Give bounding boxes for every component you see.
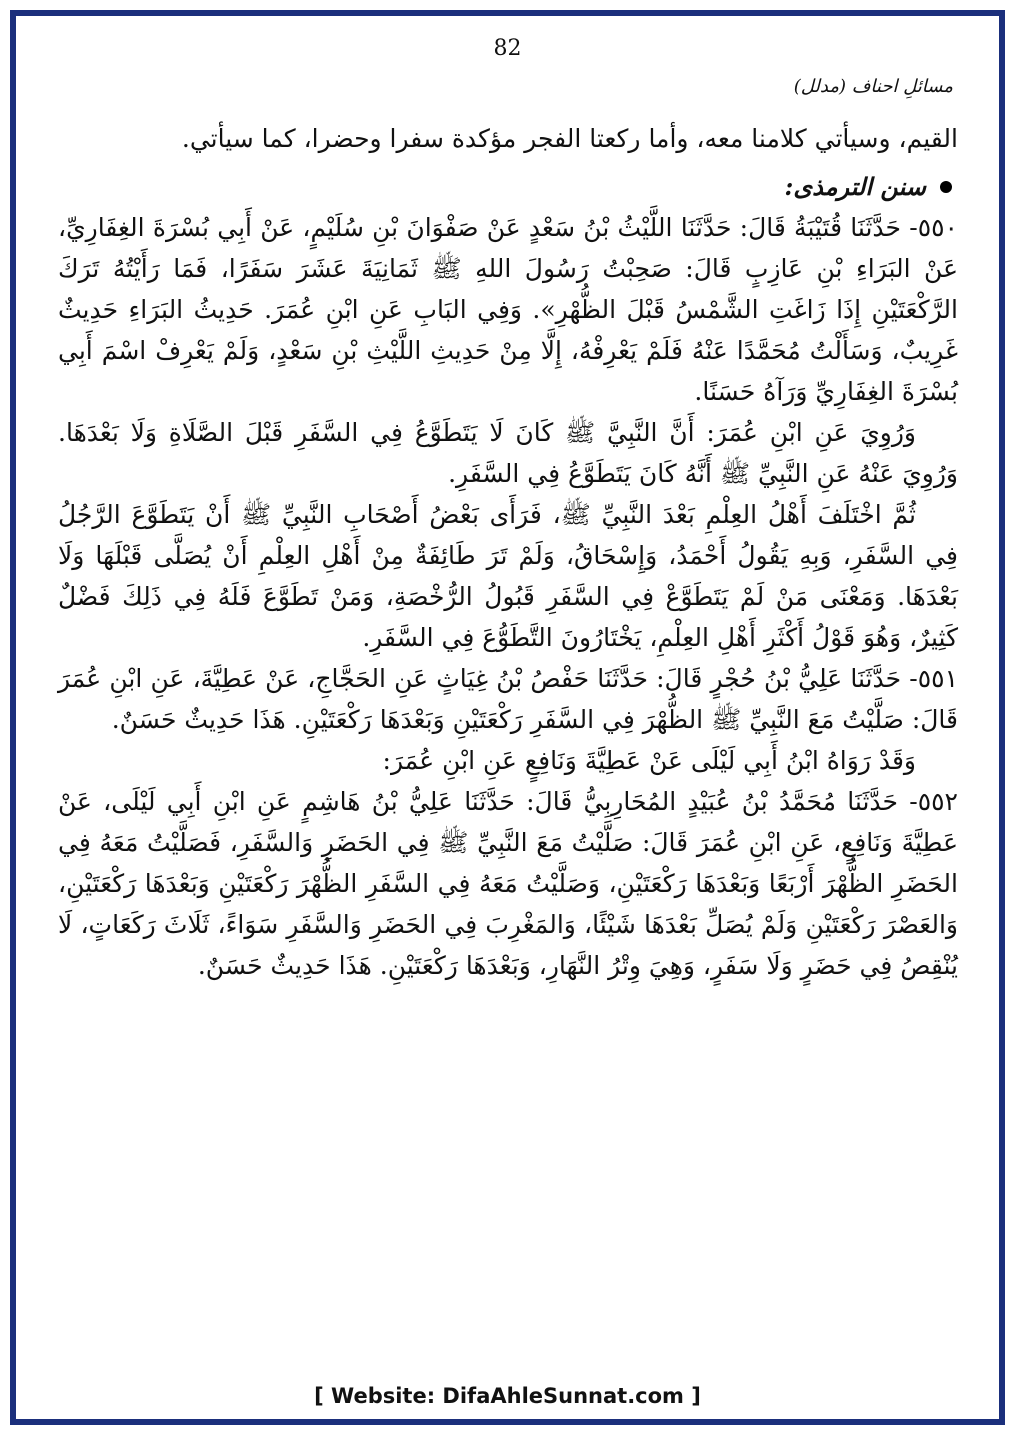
commentary-text: وَرُوِيَ عَنِ ابْنِ عُمَرَ: أَنَّ النَّبِيَّ ﷺ كَانَ لَا يَتَطَوَّعُ فِي السَّفَرِ قَبْلَ الصَّلَاةِ وَلَا بَعْدَهَا. وَرُوِيَ عَنْهُ عَنِ النَّبِيِّ ﷺ أَنَّهُ كَانَ يَتَطَوَّعُ فِي السَّفَرِ.: [58, 418, 958, 488]
hadith-text: حَدَّثَنَا قُتَيْبَةُ قَالَ: حَدَّثَنَا اللَّيْثُ بْنُ سَعْدٍ عَنْ صَفْوَانَ بْنِ سُلَيْمٍ، عَنْ أَبِي بُسْرَةَ الغِفَارِيِّ، عَنْ البَرَاءِ بْنِ عَازِبٍ قَالَ: صَحِبْتُ رَسُولَ اللهِ ﷺ ثَمَانِيَةَ عَشَرَ سَفَرًا، فَمَا رَأَيْتُهُ تَرَكَ الرَّكْعَتَيْنِ إِذَا زَاغَتِ الشَّمْسُ قَبْلَ الظُّهْرِ». وَفِي البَابِ عَنِ ابْنِ عُمَرَ. حَدِيثُ البَرَاءِ حَدِيثٌ غَرِيبٌ، وَسَأَلْتُ مُحَمَّدًا عَنْهُ فَلَمْ يَعْرِفْهُ، إِلَّا مِنْ حَدِيثِ اللَّيْثِ بْنِ سَعْدٍ، وَلَمْ يَعْرِفْ اسْمَ أَبِي بُسْرَةَ الغِفَارِيِّ وَرَآهُ حَسَنًا.: [58, 213, 958, 406]
commentary-text: وَقَدْ رَوَاهُ ابْنُ أَبِي لَيْلَى عَنْ عَطِيَّةَ وَنَافِعٍ عَنِ ابْنِ عُمَرَ:: [382, 746, 916, 775]
book-title: مسائلِ احناف (مدلل): [793, 76, 953, 97]
hadith-551: [58, 658, 958, 740]
bullet-icon: [940, 181, 952, 193]
hadith-number: ٥٥٠-: [909, 213, 958, 242]
page-number: 82: [493, 36, 522, 61]
hadith-text: حَدَّثَنَا مُحَمَّدُ بْنُ عُبَيْدٍ المُحَارِبِيُّ قَالَ: حَدَّثَنَا عَلِيُّ بْنُ هَاشِمٍ عَنِ ابْنِ أَبِي لَيْلَى، عَنْ عَطِيَّةَ وَنَافِعٍ، عَنِ ابْنِ عُمَرَ قَالَ: صَلَّيْتُ مَعَ النَّبِيِّ ﷺ فِي الحَضَرِ وَالسَّفَرِ، فَصَلَّيْتُ مَعَهُ فِي الحَضَرِ الظُّهْرَ أَرْبَعًا وَبَعْدَهَا رَكْعَتَيْنِ، وَصَلَّيْتُ مَعَهُ فِي السَّفَرِ الظُّهْرَ رَكْعَتَيْنِ وَبَعْدَهَا رَكْعَتَيْنِ، وَالعَصْرَ رَكْعَتَيْنِ وَلَمْ يُصَلِّ بَعْدَهَا شَيْئًا، وَالمَغْرِبَ فِي الحَضَرِ وَالسَّفَرِ سَوَاءً، ثَلَاثَ رَكَعَاتٍ، لَا يُنْقِصُ فِي حَضَرٍ وَلَا سَفَرٍ، وَهِيَ وِتْرُ النَّهَارِ، وَبَعْدَهَا رَكْعَتَيْنِ. هَذَا حَدِيثٌ حَسَنٌ.: [58, 787, 958, 980]
hadith-550: [58, 207, 958, 412]
section-heading: [58, 172, 958, 201]
hadith-number: ٥٥١-: [909, 664, 959, 693]
commentary-paragraph: [58, 494, 958, 658]
commentary-paragraph: [58, 412, 958, 494]
hadith-552: [58, 781, 958, 986]
commentary-text: ثُمَّ اخْتَلَفَ أَهْلُ العِلْمِ بَعْدَ النَّبِيِّ ﷺ، فَرَأَى بَعْضُ أَصْحَابِ النَّبِيِّ ﷺ أَنْ يَتَطَوَّعَ الرَّجُلُ فِي السَّفَرِ، وَبِهِ يَقُولُ أَحْمَدُ، وَإِسْحَاقُ، وَلَمْ تَرَ طَائِفَةٌ مِنْ أَهْلِ العِلْمِ أَنْ يُصَلَّى قَبْلَهَا وَلَا بَعْدَهَا. وَمَعْنَى مَنْ لَمْ يَتَطَوَّعْ فِي السَّفَرِ قَبُولُ الرُّخْصَةِ، وَمَنْ تَطَوَّعَ فَلَهُ فِي ذَلِكَ فَضْلٌ كَثِيرٌ، وَهُوَ قَوْلُ أَكْثَرِ أَهْلِ العِلْمِ، يَخْتَارُونَ التَّطَوُّعَ فِي السَّفَرِ.: [58, 500, 958, 652]
page-content: [58, 118, 958, 986]
commentary-paragraph: [58, 740, 958, 781]
hadith-text: حَدَّثَنَا عَلِيُّ بْنُ حُجْرٍ قَالَ: حَدَّثَنَا حَفْصُ بْنُ غِيَاثٍ عَنِ الحَجَّاجِ، عَنْ عَطِيَّةَ، عَنِ ابْنِ عُمَرَ قَالَ: صَلَّيْتُ مَعَ النَّبِيِّ ﷺ الظُّهْرَ فِي السَّفَرِ رَكْعَتَيْنِ وَبَعْدَهَا رَكْعَتَيْنِ. هَذَا حَدِيثٌ حَسَنٌ.: [58, 664, 958, 734]
intro-line: القيم، وسيأتي كلامنا معه، وأما ركعتا الفجر مؤكدة سفرا وحضرا، كما سيأتي.: [181, 124, 958, 153]
hadith-number: ٥٥٢-: [909, 787, 958, 816]
website-footer: [ Website: DifaAhleSunnat.com ]: [314, 1384, 701, 1408]
section-heading-text: سنن الترمذی:: [784, 172, 926, 201]
